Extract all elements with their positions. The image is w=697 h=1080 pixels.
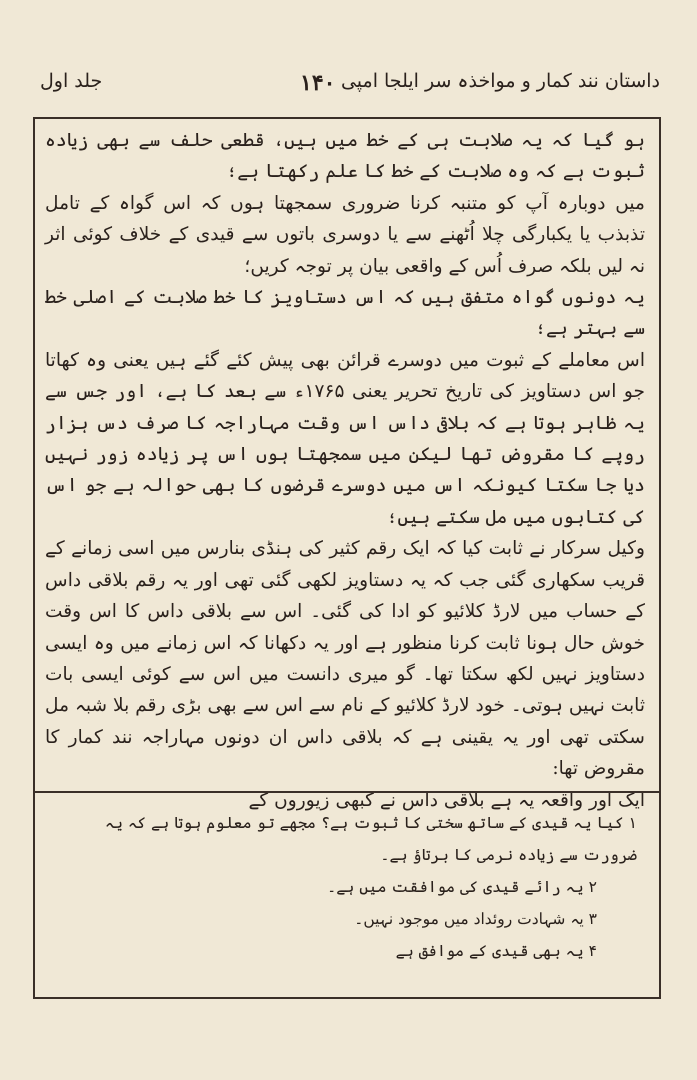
paragraph: وکیل سرکار نے ثابت کیا کہ ایک رقم کثیر کی ہنڈی بنارس میں اسی زمانے کے قریب سکھاری گئی جب کہ یہ دستاویز لکھی گئی تھی اور یہ رقم بلاقی داس کے حساب میں لارڈ کلائیو کو ادا کی گئی۔ اس سے بلاقی داس کا اس وقت خوش حال ہونا ثابت کرنا منظور ہے اور یہ دکھانا کہ اس زمانے میں وہ ایسی دستاویز نہیں لکھ سکتا تھا۔ گو میری دانست میں اس سے کوئی ایسی بات ثابت نہیں ہوتی۔ خود لارڈ کلائیو کے نام سے اس سے بھی بڑی رقم بلا شبہ مل سکتی تھی اور یہ یقینی ہے کہ بلاقی داس ان دونوں مہاراجہ نند کمار کا مقروض تھا:: [45, 538, 645, 780]
paragraph: یہ دونوں گواہ متفق ہیں کہ اس دستاویز کا خط صلابت کے اصلی خط سے بہتر ہے؛: [45, 287, 645, 340]
paragraph: اس معاملے کے ثبوت میں دوسرے قرائن بھی پیش کئے گئے ہیں یعنی وہ کھاتا جو اس دستاویز کی تاریخ تحریر یعنی ۱۷۶۵ء سے بعد کا ہے، اور جس سے یہ ظاہر ہوتا ہے کہ بلاقی داس اس وقت مہاراجہ کا صرف دس ہزار روپے کا مقروض تھا لیکن میں سمجھتا ہوں اس پر زیادہ زور نہیں دیا جا سکتا کیونکہ اس میں دوسرے قرضوں کا بھی حوالہ ہے جو اس کی کتابوں میں مل سکتے ہیں؛: [45, 349, 645, 528]
page-header: [40, 70, 660, 110]
footnote: ۴ یہ بھی قیدی کے موافق ہے: [395, 942, 597, 960]
footnotes: [63, 807, 637, 967]
footnote: ۲ یہ رائے قیدی کی موافقت میں ہے۔: [327, 878, 597, 896]
page-number: ۱۴۰: [300, 70, 336, 96]
footnote: ۳ یہ شہادت روئداد میں موجود نہیں۔: [354, 910, 597, 928]
paragraph: میں دوبارہ آپ کو متنبہ کرنا ضروری سمجھتا ہوں کہ اس گواہ کے تامل تذبذب یا یکبارگی چلا اُٹھنے سے یا دوسری باتوں سے قیدی کے خلاف کوئی اثر نہ لیں بلکہ صرف اُس کے واقعی بیان پر توجہ کریں؛: [45, 192, 645, 277]
footnote: ۱ کیا یہ قیدی کے ساتھ سختی کا ثبوت ہے؟ مجھے تو معلوم ہوتا ہے کہ یہ ضرورت سے زیادہ نرمی کا برتاؤ ہے۔: [104, 814, 637, 864]
text-frame: [33, 117, 661, 999]
running-title: داستان نند کمار و مواخذہ سر ایلجا امپی: [340, 70, 660, 92]
footnote-divider: [35, 791, 659, 793]
volume-label: جلد اول: [40, 70, 103, 92]
paragraph: ہو گیا کہ یہ صلابت ہی کے خط میں ہیں، قطعی حلف سے بھی زیادہ ثبوت ہے کہ وہ صلابت کے خط کا علم رکھتا ہے؛: [45, 130, 645, 183]
main-text: [45, 125, 645, 811]
paragraph: ایک اور واقعہ یہ ہے بلاقی داس نے کبھی زیوروں کے: [248, 789, 645, 811]
